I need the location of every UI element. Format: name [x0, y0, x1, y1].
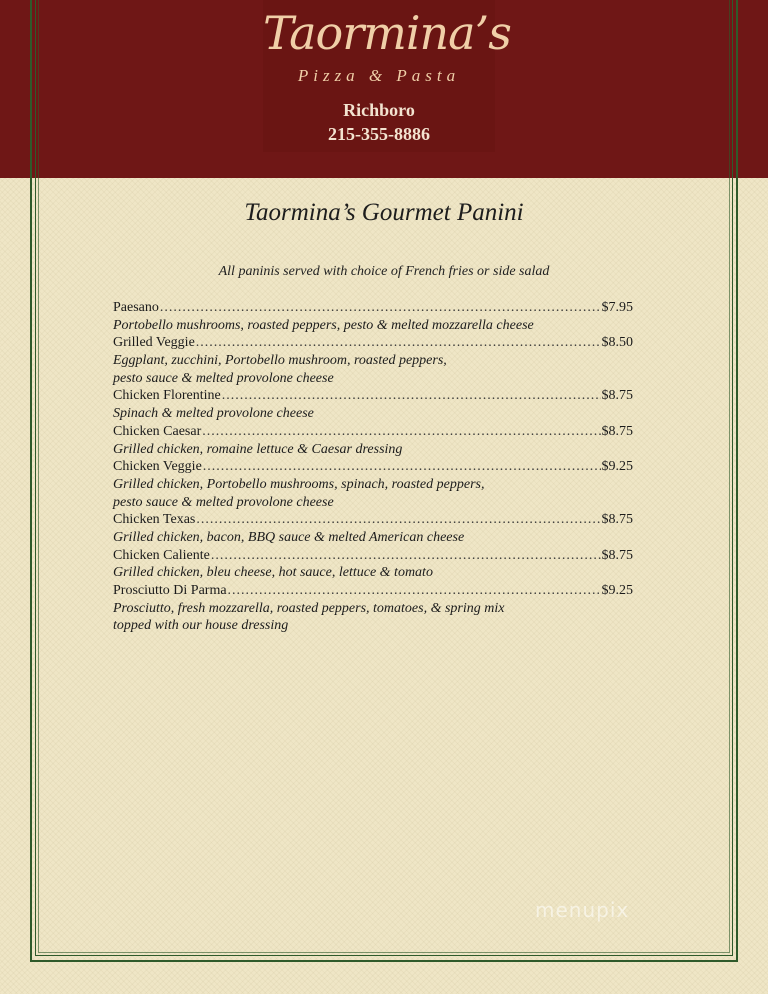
menu-item	[113, 334, 633, 387]
menu-item	[113, 547, 633, 582]
item-name: Chicken Caliente	[113, 547, 210, 563]
item-price: $8.75	[601, 512, 633, 528]
menu-items-list	[113, 299, 633, 635]
item-description: pesto sauce & melted provolone cheese	[113, 494, 334, 510]
menu-title: Taormina’s Gourmet Panini	[244, 199, 524, 226]
watermark: menupix	[535, 898, 630, 922]
item-price: $8.75	[601, 423, 633, 439]
item-name: Paesano	[113, 300, 159, 315]
item-description: Grilled chicken, bacon, BBQ sauce & melted American cheese	[113, 529, 465, 545]
menu-item	[113, 387, 633, 422]
restaurant-logo	[263, 0, 511, 152]
item-description: Prosciutto, fresh mozzarella, roasted peppers, tomatoes, & spring mix	[113, 600, 505, 616]
item-price: $9.25	[601, 459, 633, 475]
phone-number: 215-355-8886	[328, 124, 430, 144]
item-price: $7.95	[601, 300, 633, 315]
dot-leader	[222, 387, 601, 405]
item-price: $8.50	[601, 335, 633, 351]
menu-item	[113, 511, 633, 546]
location-label: Richboro	[343, 100, 415, 120]
dot-leader	[228, 582, 601, 600]
item-description: Spinach & melted provolone cheese	[113, 406, 314, 422]
item-description: Grilled chicken, bleu cheese, hot sauce, lettuce & tomato	[113, 565, 433, 581]
item-description: Eggplant, zucchini, Portobello mushroom, roasted peppers,	[113, 353, 447, 369]
item-name: Grilled Veggie	[113, 335, 195, 351]
menu-item	[113, 582, 633, 635]
item-name: Chicken Florentine	[113, 388, 221, 404]
item-description: pesto sauce & melted provolone cheese	[113, 370, 334, 386]
item-name: Chicken Caesar	[113, 423, 202, 439]
dot-leader	[196, 334, 601, 352]
item-price: $8.75	[601, 547, 633, 563]
dot-leader	[203, 458, 601, 476]
menu-item	[113, 423, 633, 458]
item-description: topped with our house dressing	[113, 618, 289, 634]
dot-leader	[196, 511, 600, 529]
item-name: Chicken Texas	[113, 512, 196, 528]
dot-leader	[160, 299, 601, 317]
item-name: Prosciutto Di Parma	[113, 583, 227, 598]
menu-note: All paninis served with choice of French fries or side salad	[218, 264, 550, 279]
logo-name: Taormina’s	[263, 6, 511, 60]
dot-leader	[211, 547, 601, 565]
item-name: Chicken Veggie	[113, 459, 202, 475]
item-price: $9.25	[601, 583, 633, 598]
item-description: Portobello mushrooms, roasted peppers, pesto & melted mozzarella cheese	[113, 317, 534, 333]
logo-subtitle: Pizza & Pasta	[297, 66, 461, 85]
item-description: Grilled chicken, Portobello mushrooms, spinach, roasted peppers,	[113, 476, 485, 492]
menu-item	[113, 299, 633, 334]
item-price: $8.75	[601, 388, 633, 404]
item-description: Grilled chicken, romaine lettuce & Caesar dressing	[113, 441, 403, 457]
menu-item	[113, 458, 633, 511]
dot-leader	[202, 423, 600, 441]
